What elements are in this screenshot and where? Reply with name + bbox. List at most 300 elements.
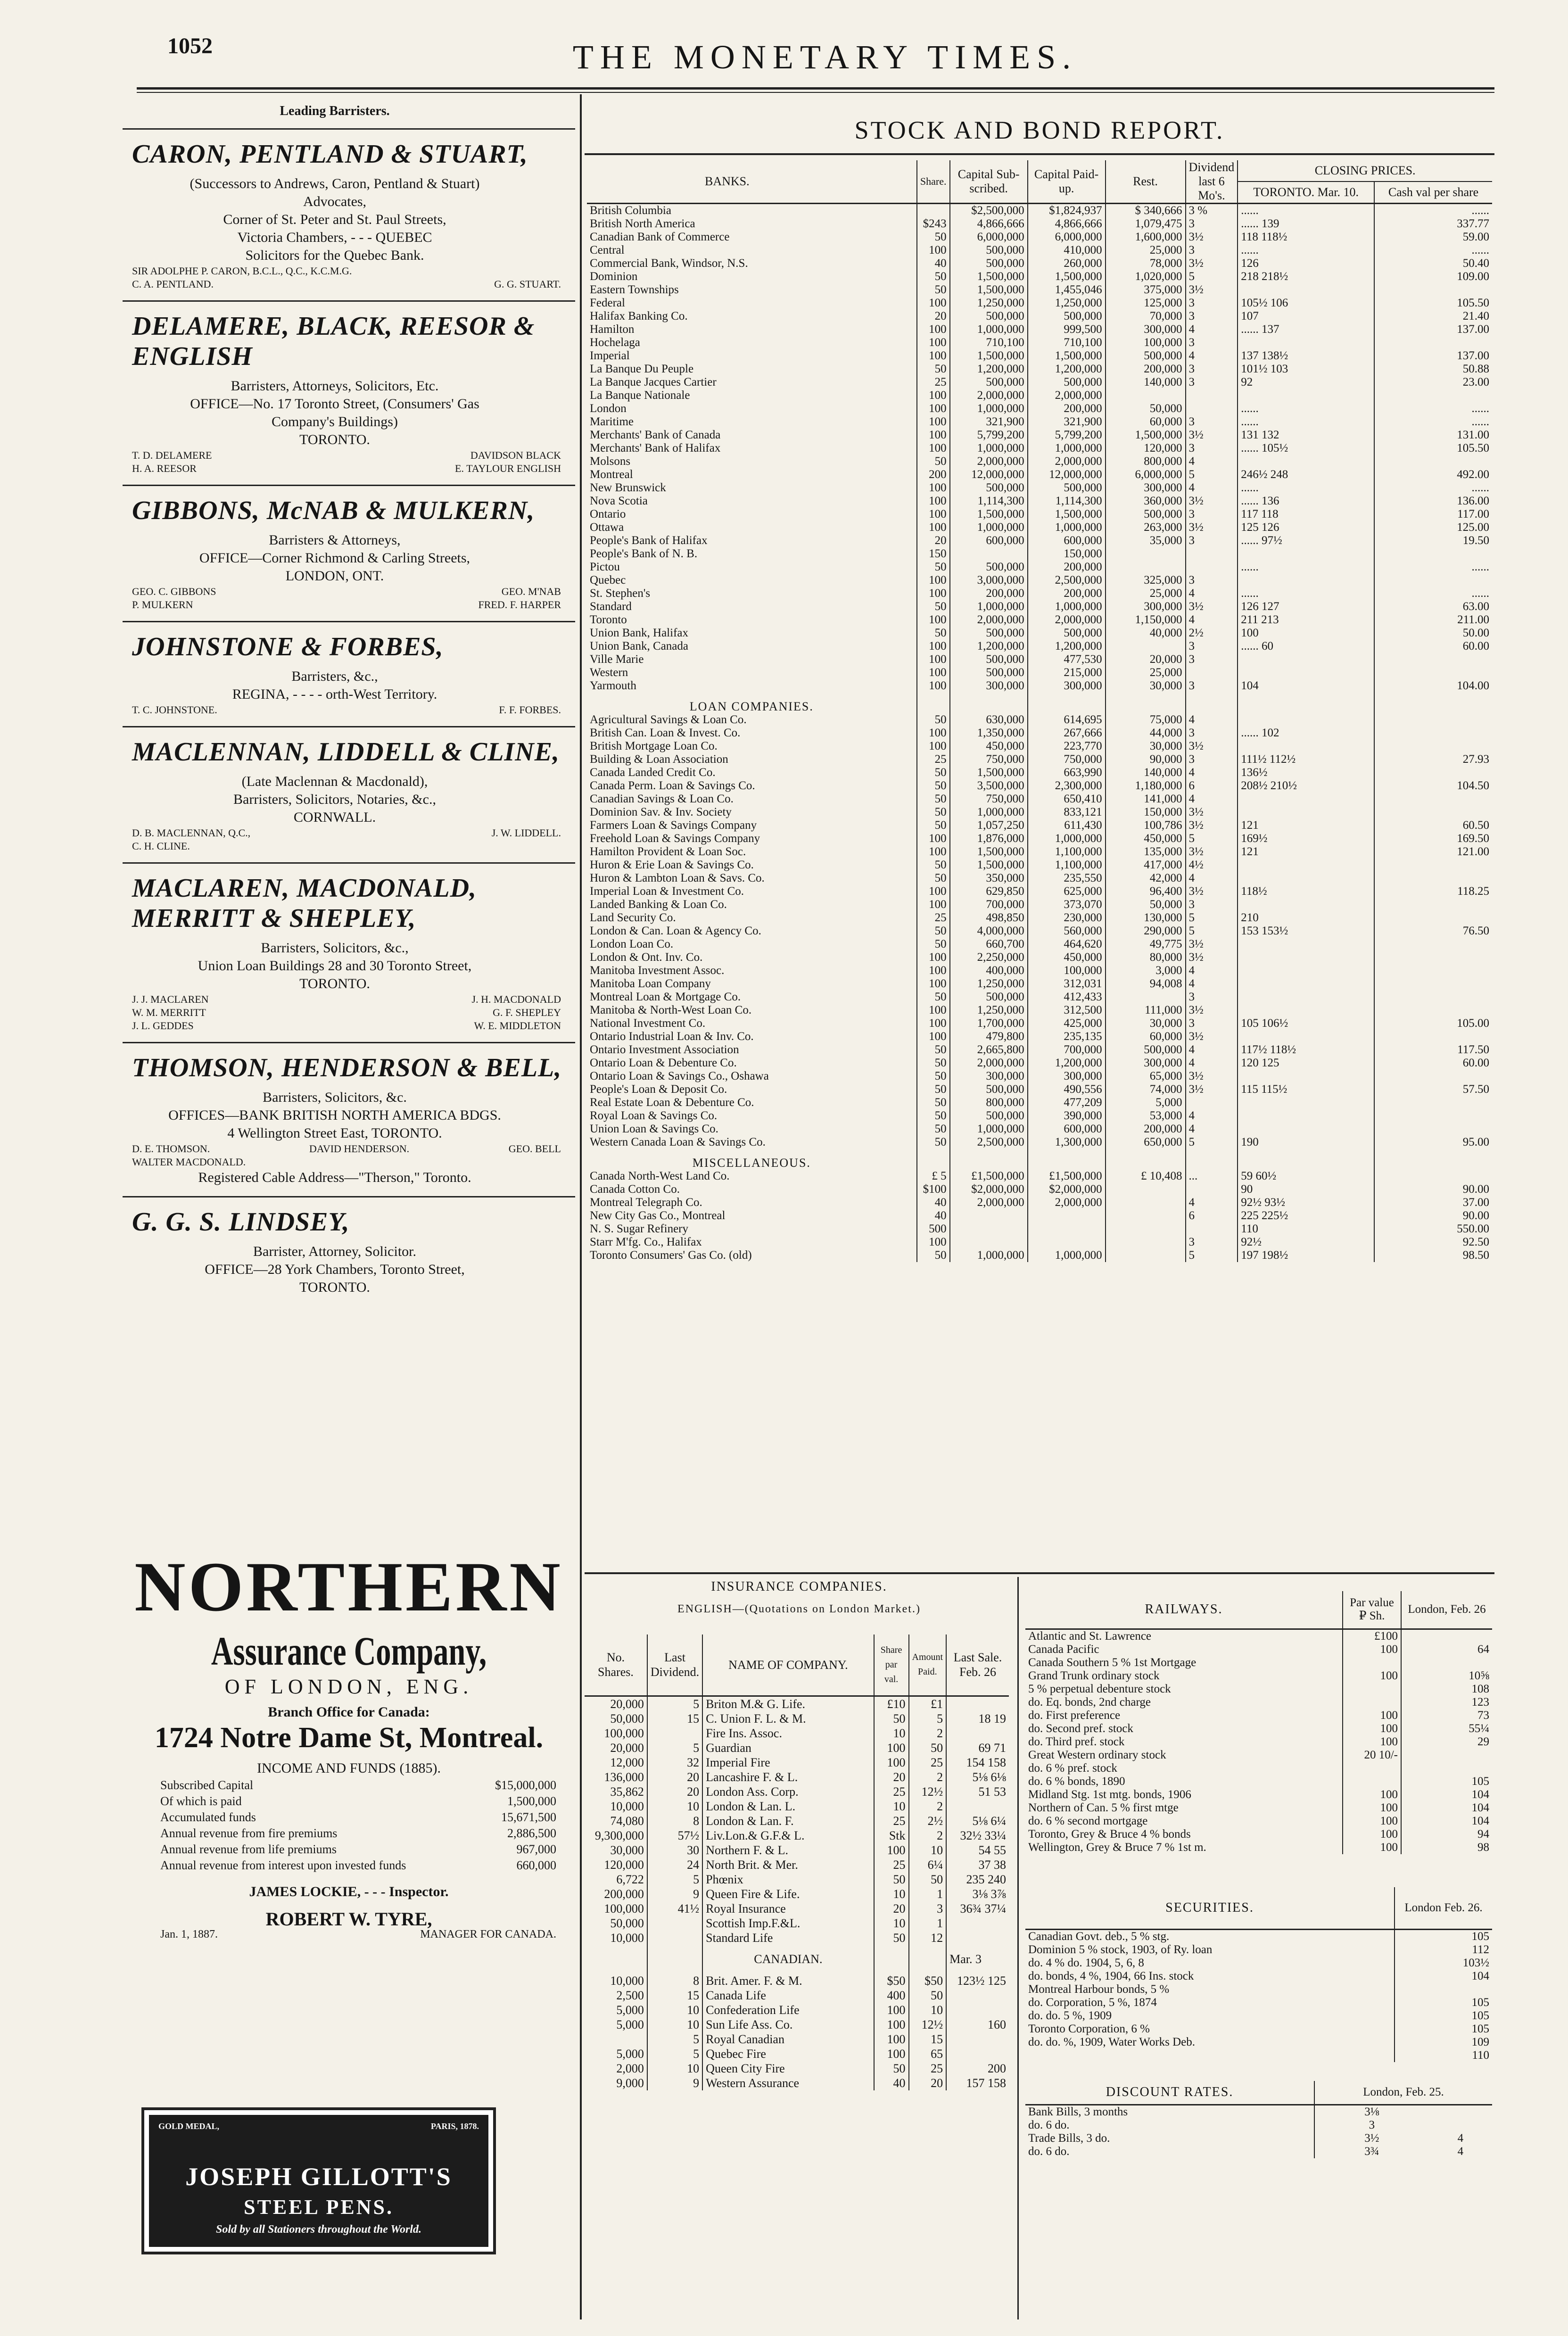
stock-value: 479,800 <box>950 1030 1028 1043</box>
stock-value: 53,000 <box>1106 1109 1186 1123</box>
spacer-cell <box>917 693 950 713</box>
railways-heading: RAILWAYS. <box>1025 1591 1343 1629</box>
insurance-company: London & Lan. L. <box>702 1799 874 1814</box>
stock-value: 1,300,000 <box>1028 1136 1106 1149</box>
stock-value: 1,500,000 <box>950 349 1028 363</box>
stock-value <box>1238 574 1374 587</box>
company-name: Union Loan & Savings Co. <box>590 1123 718 1135</box>
stock-value: 500,000 <box>950 627 1028 640</box>
stock-value: 100 <box>917 613 950 627</box>
stock-value: $100 <box>917 1183 950 1196</box>
stock-value <box>1374 1004 1492 1017</box>
insurance-value <box>946 1696 1009 1711</box>
stock-value: 2,000,000 <box>1028 455 1106 468</box>
company-name: Huron & Lambton Loan & Savs. Co. <box>590 872 765 884</box>
stock-row <box>587 204 1492 218</box>
stock-value: 500,000 <box>950 1083 1028 1096</box>
stock-value: 105½ 106 <box>1238 297 1374 310</box>
stock-value: 100 <box>917 389 950 402</box>
stock-value <box>1238 455 1374 468</box>
insurance-value: 25 <box>909 2061 947 2076</box>
stock-value <box>1374 1170 1492 1183</box>
stock-value: 3 <box>1186 376 1238 389</box>
stock-value: ...... <box>1238 561 1374 574</box>
col-no-shares: No. Shares. <box>585 1634 647 1696</box>
stock-value: 260,000 <box>1028 257 1106 270</box>
stock-value: 4 <box>1186 977 1238 991</box>
company-name: Land Security Co. <box>590 911 676 924</box>
stock-value: 153 153½ <box>1238 924 1374 938</box>
insurance-value: 100 <box>874 2017 909 2032</box>
stock-value: 1,000,000 <box>1028 442 1106 455</box>
company-name: People's Loan & Deposit Co. <box>590 1083 727 1096</box>
insurance-value: 10 <box>909 1843 947 1857</box>
company-name: Montreal <box>590 468 633 481</box>
stock-value: 6,000,000 <box>1028 231 1106 244</box>
company-name: Montreal Telegraph Co. <box>590 1196 702 1209</box>
stock-value: 3,000 <box>1106 964 1186 977</box>
security-name: do. do. 5 %, 1909 <box>1028 2009 1112 2022</box>
spacer-cell <box>1374 693 1492 713</box>
stock-value: 3½ <box>1186 429 1238 442</box>
stock-value <box>950 547 1028 561</box>
stock-value: 500,000 <box>1106 508 1186 521</box>
stock-value: ... <box>1186 1170 1238 1183</box>
company-name: Ontario Loan & Savings Co., Oshawa <box>590 1070 769 1082</box>
stock-value: 500,000 <box>1106 349 1186 363</box>
stock-value: 500,000 <box>1028 376 1106 389</box>
spacer-cell <box>1374 1149 1492 1170</box>
company-name: British North America <box>590 217 695 230</box>
stock-value: 200,000 <box>1028 561 1106 574</box>
insurance-value: 9,300,000 <box>594 1828 644 1842</box>
insurance-value: 9,000 <box>616 2076 644 2090</box>
railway-name: do. Third pref. stock <box>1028 1735 1125 1748</box>
northern-title: NORTHERN <box>134 1548 563 1626</box>
railway-value: 100 <box>1343 1841 1401 1854</box>
insurance-row <box>585 1916 1009 1931</box>
stock-value <box>1374 726 1492 740</box>
stock-value: 223,770 <box>1028 740 1106 753</box>
stock-value: 109.00 <box>1374 270 1492 283</box>
stock-value: 3½ <box>1186 740 1238 753</box>
stock-value: 210 <box>1238 911 1374 924</box>
stock-row <box>587 495 1492 508</box>
stock-value: 96,400 <box>1106 885 1186 898</box>
security-name: do. 4 % do. 1904, 5, 6, 8 <box>1028 1956 1144 1969</box>
insurance-value: 5 <box>647 1741 702 1755</box>
insurance-value: 136,000 <box>604 1770 644 1784</box>
partner-name: C. A. PENTLAND. <box>132 278 214 290</box>
stock-value: £ 5 <box>917 1170 950 1183</box>
insurance-value: 9 <box>647 1887 702 1901</box>
company-name: New City Gas Co., Montreal <box>590 1209 726 1222</box>
company-name: Imperial Loan & Investment Co. <box>590 885 744 898</box>
insurance-company: North Brit. & Mer. <box>702 1857 874 1872</box>
insurance-value <box>647 1726 702 1741</box>
security-value <box>1395 1983 1492 1996</box>
stock-value: ...... <box>1238 402 1374 415</box>
stock-value <box>1374 283 1492 297</box>
stock-value: 100 <box>917 726 950 740</box>
stock-value: 700,000 <box>1028 1043 1106 1057</box>
insurance-value <box>946 1799 1009 1814</box>
discount-value <box>1429 2119 1492 2132</box>
stock-value: 50 <box>917 1123 950 1136</box>
stock-row <box>587 1083 1492 1096</box>
stock-value: 2,000,000 <box>950 389 1028 402</box>
partner-name: G. G. STUART. <box>494 278 561 290</box>
stock-value: 25,000 <box>1106 244 1186 257</box>
insurance-value: 10 <box>647 1799 702 1814</box>
stock-value: 3 <box>1186 534 1238 547</box>
stock-value: 19.50 <box>1374 534 1492 547</box>
company-name: Dominion <box>590 270 638 283</box>
stock-value: 1,000,000 <box>950 1123 1028 1136</box>
company-name: Commercial Bank, Windsor, N.S. <box>590 257 748 270</box>
stock-value: 120,000 <box>1106 442 1186 455</box>
insurance-row <box>585 1931 1009 1945</box>
stock-value: 92 <box>1238 376 1374 389</box>
insurance-company: Lancashire F. & L. <box>702 1770 874 1784</box>
stock-value <box>1106 389 1186 402</box>
railways-table <box>1025 1591 1492 1854</box>
stock-value: 5 <box>1186 924 1238 938</box>
stock-value: 2,000,000 <box>950 455 1028 468</box>
stock-value: 4 <box>1186 1109 1238 1123</box>
insurance-value: 69 71 <box>946 1741 1009 1755</box>
stock-value: 137 138½ <box>1238 349 1374 363</box>
security-row <box>1025 1956 1492 1970</box>
company-name: Hamilton Provident & Loan Soc. <box>590 845 746 858</box>
stock-value: 40 <box>917 1196 950 1209</box>
railway-row <box>1025 1683 1492 1696</box>
stock-value: 20 <box>917 534 950 547</box>
stock-value: 4,866,666 <box>950 217 1028 231</box>
stock-value: 105.00 <box>1374 1017 1492 1030</box>
insurance-value: 25 <box>874 1784 909 1799</box>
stock-value: 263,000 <box>1106 521 1186 534</box>
stock-value: 5 <box>1186 468 1238 481</box>
stock-row <box>587 257 1492 270</box>
stock-value: 104 <box>1238 679 1374 693</box>
stock-row <box>587 740 1492 753</box>
stock-value: 500,000 <box>950 653 1028 666</box>
stock-value: 500,000 <box>950 310 1028 323</box>
stock-value: 390,000 <box>1028 1109 1106 1123</box>
firm-line: OFFICE—Corner Richmond & Carling Streets, <box>199 550 470 566</box>
stock-value: ...... <box>1238 587 1374 600</box>
stock-value: 59 60½ <box>1238 1170 1374 1183</box>
insurance-row <box>585 1784 1009 1799</box>
insurance-value <box>946 2047 1009 2061</box>
firm-line: (Late Maclennan & Macdonald), <box>241 774 428 789</box>
insurance-value: 9 <box>647 2076 702 2090</box>
stock-value: 2,500,000 <box>1028 574 1106 587</box>
stock-value <box>1374 666 1492 679</box>
firm-line: REGINA, - - - - orth-West Territory. <box>232 686 437 702</box>
stock-value: 208½ 210½ <box>1238 779 1374 792</box>
company-name: Hamilton <box>590 323 635 336</box>
stock-value: 4,000,000 <box>950 924 1028 938</box>
stock-row <box>587 244 1492 257</box>
company-name: Manitoba Loan Company <box>590 977 711 990</box>
stock-value: 4 <box>1186 792 1238 806</box>
stock-value: 50 <box>917 561 950 574</box>
stock-value: 1,000,000 <box>1028 600 1106 613</box>
insurance-value: 32½ 33¼ <box>946 1828 1009 1843</box>
divider <box>123 485 575 486</box>
insurance-value: 5 <box>909 1711 947 1726</box>
funds-list <box>123 1777 575 1874</box>
stock-value: 100 <box>917 951 950 964</box>
security-row <box>1025 2049 1492 2062</box>
stock-value: 1,500,000 <box>950 845 1028 858</box>
insurance-value: 50 <box>874 1931 909 1945</box>
stock-row <box>587 1136 1492 1149</box>
company-name: Toronto <box>590 613 627 626</box>
stock-value: 300,000 <box>1028 1070 1106 1083</box>
security-value: 112 <box>1395 1943 1492 1956</box>
stock-value: 500,000 <box>950 257 1028 270</box>
stock-value: 550.00 <box>1374 1222 1492 1236</box>
stock-value: 100 <box>917 244 950 257</box>
stock-value: 1,000,000 <box>1028 832 1106 845</box>
insurance-value: 10 <box>909 2003 947 2017</box>
stock-value <box>1106 1249 1186 1262</box>
stock-value: 50 <box>917 1136 950 1149</box>
stock-value: 1,000,000 <box>950 442 1028 455</box>
stock-value: 100 <box>917 442 950 455</box>
stock-value <box>1028 1222 1106 1236</box>
insurance-value: Stk <box>874 1828 909 1843</box>
insurance-value: 160 <box>946 2017 1009 2032</box>
stock-row <box>587 587 1492 600</box>
stock-value: 50 <box>917 1083 950 1096</box>
stock-value: 3½ <box>1186 885 1238 898</box>
firm-line: Barristers, Solicitors, &c., <box>261 940 409 956</box>
firm-name: THOMSON, HENDERSON & BELL, <box>132 1053 562 1082</box>
stock-value <box>1106 991 1186 1004</box>
divider <box>123 621 575 622</box>
security-name: Toronto Corporation, 6 % <box>1028 2022 1150 2035</box>
stock-value: 3½ <box>1186 283 1238 297</box>
stock-value: 5 <box>1186 270 1238 283</box>
stock-value: 190 <box>1238 1136 1374 1149</box>
insurance-company: Brit. Amer. F. & M. <box>702 1973 874 1988</box>
railway-value: 73 <box>1401 1709 1492 1722</box>
insurance-value: 10 <box>647 2017 702 2032</box>
stock-value: 98.50 <box>1374 1249 1492 1262</box>
stock-value: 1,180,000 <box>1106 779 1186 792</box>
stock-value: 200 <box>917 468 950 481</box>
company-name: Royal Loan & Savings Co. <box>590 1109 718 1122</box>
partner-name: G. F. SHEPLEY <box>493 1007 561 1018</box>
railway-value: 55¼ <box>1401 1722 1492 1735</box>
stock-row <box>587 779 1492 792</box>
stock-value: 115 115½ <box>1238 1083 1374 1096</box>
insurance-value: 5 <box>647 1872 702 1887</box>
railway-value: 100 <box>1343 1788 1401 1801</box>
stock-value: 3½ <box>1186 1004 1238 1017</box>
discount-row <box>1025 2132 1492 2145</box>
stock-value: 4 <box>1186 349 1238 363</box>
stock-value <box>1028 1209 1106 1222</box>
security-row <box>1025 1970 1492 1983</box>
stock-value <box>1238 283 1374 297</box>
stock-value: 100,786 <box>1106 819 1186 832</box>
stock-value: 477,530 <box>1028 653 1106 666</box>
firm-card <box>94 632 575 717</box>
stock-value <box>1374 977 1492 991</box>
stock-row <box>587 429 1492 442</box>
stock-value: £1,500,000 <box>950 1170 1028 1183</box>
insurance-company: Quebec Fire <box>702 2047 874 2061</box>
insurance-value: 24 <box>647 1857 702 1872</box>
stock-value: 500,000 <box>950 244 1028 257</box>
firm-card <box>94 873 575 1032</box>
stock-value: 20,000 <box>1106 653 1186 666</box>
stock-value: 100 <box>917 640 950 653</box>
security-name: do. bonds, 4 %, 1904, 66 Ins. stock <box>1028 1970 1194 1982</box>
discount-name: do. 6 do. <box>1028 2145 1070 2158</box>
company-name: Canada Cotton Co. <box>590 1183 680 1196</box>
insurance-value: 15 <box>647 1711 702 1726</box>
partner-row <box>94 449 575 462</box>
stock-value: 50 <box>917 806 950 819</box>
stock-value: ...... 60 <box>1238 640 1374 653</box>
stock-value <box>1374 455 1492 468</box>
insurance-row <box>585 1726 1009 1741</box>
stock-value: ...... <box>1374 244 1492 257</box>
col-dividend: Dividend last 6 Mo's. <box>1186 160 1238 204</box>
stock-value <box>1238 1030 1374 1043</box>
company-name: Ontario Investment Association <box>590 1043 739 1056</box>
gillott-name: JOSEPH GILLOTT'S <box>185 2163 452 2191</box>
stock-value: 50 <box>917 600 950 613</box>
company-name: Montreal Loan & Mortgage Co. <box>590 991 741 1003</box>
insurance-value <box>946 1726 1009 1741</box>
stock-value: 5 <box>1186 911 1238 924</box>
stock-row <box>587 845 1492 858</box>
divider <box>123 726 575 727</box>
stock-value: 600,000 <box>1028 1123 1106 1136</box>
spacer-cell <box>909 1945 947 1973</box>
stock-value: 50.00 <box>1374 627 1492 640</box>
stock-value: 50 <box>917 1109 950 1123</box>
stock-value: 417,000 <box>1106 858 1186 872</box>
barristers-heading: Leading Barristers. <box>280 104 390 118</box>
stock-value: 1,876,000 <box>950 832 1028 845</box>
stock-row <box>587 911 1492 924</box>
header-rule <box>137 87 1494 90</box>
stock-value: 2,250,000 <box>950 951 1028 964</box>
stock-value: 92½ <box>1238 1236 1374 1249</box>
stock-row <box>587 832 1492 845</box>
stock-value: 125,000 <box>1106 297 1186 310</box>
stock-value: 2,000,000 <box>1028 389 1106 402</box>
firm-line: (Successors to Andrews, Caron, Pentland & Stuart) <box>190 176 480 191</box>
insurance-value: 57½ <box>647 1828 702 1843</box>
security-value: 105 <box>1395 2009 1492 2022</box>
company-name: People's Bank of N. B. <box>590 547 698 560</box>
stock-value: 412,433 <box>1028 991 1106 1004</box>
stock-value <box>1238 792 1374 806</box>
securities-table <box>1025 1887 1492 2063</box>
canadian-heading: CANADIAN. <box>702 1945 874 1973</box>
discount-value: 4 <box>1457 2131 1464 2145</box>
stock-value <box>1238 872 1374 885</box>
stock-value: 3 <box>1186 415 1238 429</box>
insurance-value: 41½ <box>647 1901 702 1916</box>
stock-value <box>1238 898 1374 911</box>
firm-card <box>94 495 575 611</box>
fund-label: Accumulated funds <box>160 1810 256 1824</box>
page-number: 1052 <box>167 33 213 58</box>
stock-value: 4 <box>1186 1196 1238 1209</box>
stock-value: 100 <box>917 402 950 415</box>
stock-value: 3 <box>1186 991 1238 1004</box>
partner-row <box>94 278 575 291</box>
fund-value: 967,000 <box>516 1842 556 1856</box>
railway-value: 64 <box>1401 1643 1492 1656</box>
security-name: Dominion 5 % stock, 1903, of Ry. loan <box>1028 1943 1213 1956</box>
railway-name: Wellington, Grey & Bruce 7 % 1st m. <box>1028 1841 1206 1854</box>
firm-line: Barrister, Attorney, Solicitor. <box>253 1244 416 1259</box>
stock-value: 60.00 <box>1374 1057 1492 1070</box>
stock-value: 300,000 <box>1106 323 1186 336</box>
stock-row <box>587 1043 1492 1057</box>
stock-value: 78,000 <box>1106 257 1186 270</box>
company-name: Canada Landed Credit Co. <box>590 766 716 779</box>
stock-value: 2,665,800 <box>950 1043 1028 1057</box>
gillott-ad-inner <box>149 2115 488 2247</box>
stock-value: $1,824,937 <box>1028 204 1106 218</box>
stock-value <box>1238 991 1374 1004</box>
stock-value <box>1238 858 1374 872</box>
divider <box>123 300 575 302</box>
stock-value: 140,000 <box>1106 766 1186 779</box>
company-name: Agricultural Savings & Loan Co. <box>590 713 747 726</box>
stock-value: 3 <box>1186 363 1238 376</box>
stock-value: 230,000 <box>1028 911 1106 924</box>
northern-company: Assurance Company, <box>211 1628 487 1674</box>
stock-value: 50,000 <box>1106 402 1186 415</box>
railway-row <box>1025 1801 1492 1815</box>
stock-value: 59.00 <box>1374 231 1492 244</box>
insurance-value <box>946 2032 1009 2047</box>
insurance-row <box>585 2076 1009 2090</box>
stock-value: 92.50 <box>1374 1236 1492 1249</box>
insurance-value: 100 <box>874 2032 909 2047</box>
stock-row <box>587 297 1492 310</box>
stock-value: 6 <box>1186 779 1238 792</box>
railway-value <box>1343 1696 1401 1709</box>
insurance-value: 10 <box>647 2061 702 2076</box>
stock-value: 30,000 <box>1106 740 1186 753</box>
header-rule-thin <box>137 92 1494 93</box>
insurance-value: 30 <box>647 1843 702 1857</box>
insurance-value: 10,000 <box>610 1931 644 1945</box>
stock-value: 650,410 <box>1028 792 1106 806</box>
stock-value: 1,600,000 <box>1106 231 1186 244</box>
insurance-row <box>585 1696 1009 1711</box>
insurance-row <box>585 1988 1009 2003</box>
stock-value: 300,000 <box>950 1070 1028 1083</box>
stock-value: 90.00 <box>1374 1183 1492 1196</box>
stock-value: ...... <box>1238 415 1374 429</box>
security-value: 103½ <box>1395 1956 1492 1970</box>
